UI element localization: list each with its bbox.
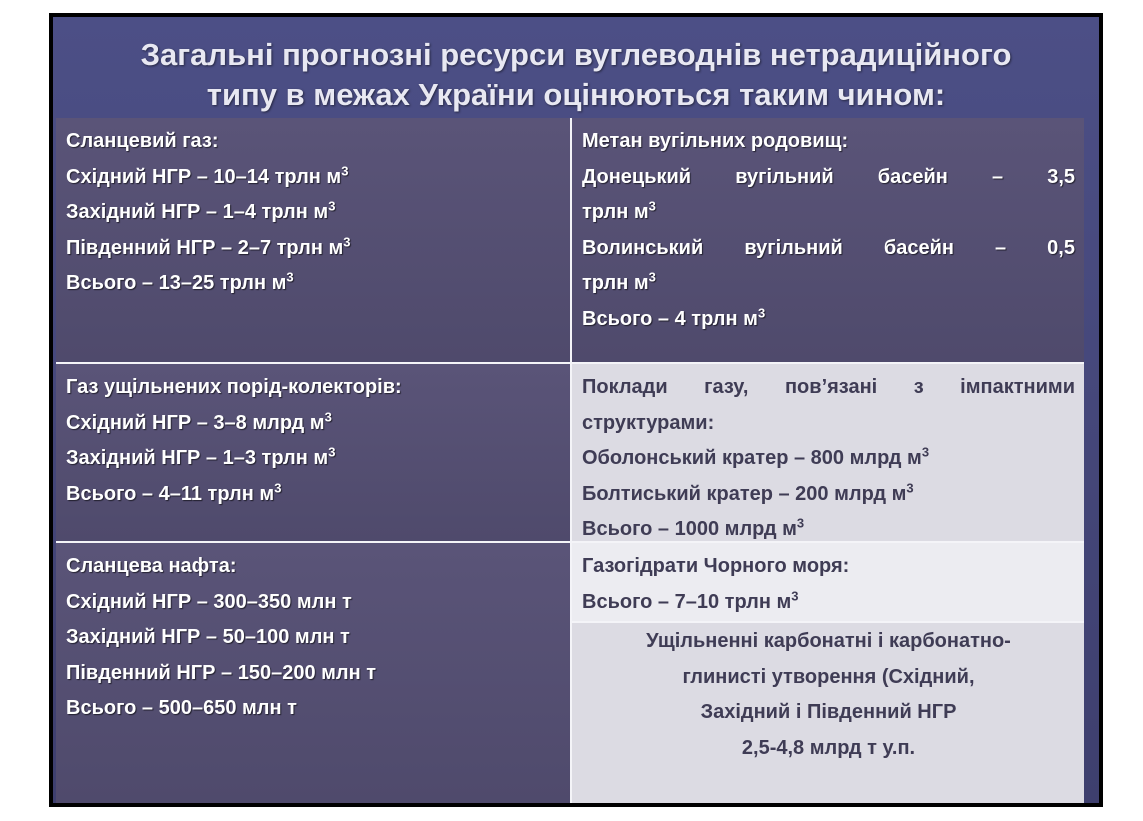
tight-gas-row: Західний НГР – 1–3 трлн $м^3$ xyxy=(66,444,336,469)
impact-total: Всього – 1000 млрд $м^3$ xyxy=(582,515,805,540)
shale-gas-heading: Сланцевий газ: xyxy=(66,130,219,152)
carbonate-line: Ущільненні карбонатні і карбонатно- xyxy=(646,630,1011,652)
shale-oil-heading: Сланцева нафта: xyxy=(66,555,237,577)
cell-tight-gas xyxy=(56,364,570,541)
resources-table xyxy=(56,118,1084,803)
tight-gas-heading: Газ ущільнених порід-колекторів: xyxy=(66,376,402,398)
title-line-2: типу в межах України оцінюються таким чином: xyxy=(206,77,946,112)
slide-title xyxy=(53,35,1099,115)
impact-row: Оболонський кратер – 800 млрд $м^3$ xyxy=(582,444,930,469)
slide-frame xyxy=(49,13,1103,807)
impact-row: Болтиський кратер – 200 млрд $м^3$ xyxy=(582,479,914,505)
cell-shale-oil xyxy=(56,543,570,803)
impact-heading-cont: структурами: xyxy=(582,411,715,434)
carbonate-line: глинисті утворення (Східний, xyxy=(682,665,975,688)
shale-gas-row: Південний НГР – 2–7 трлн $м^3$ xyxy=(66,233,351,259)
title-line-1: Загальні прогнозні ресурси вуглеводнів нетрадиційного xyxy=(140,37,1012,72)
cell-impact-structures xyxy=(572,364,1084,541)
shale-gas-row: Західний НГР – 1–4 трлн $м^3$ xyxy=(66,198,336,223)
cell-gas-hydrates xyxy=(572,543,1084,621)
shale-oil-row: Південний НГР – 150–200 млн т xyxy=(66,661,377,684)
coal-methane-heading: Метан вугільних родовищ: xyxy=(582,130,849,152)
coal-methane-donetsk: Донецький вугільний басейн – 3,5 xyxy=(582,165,1075,188)
coal-methane-donetsk-unit: трлн $м^3$ xyxy=(582,198,656,223)
coal-methane-total: Всього – 4 трлн $м^3$ xyxy=(582,304,766,330)
coal-methane-volyn-unit: трлн $м^3$ xyxy=(582,269,656,294)
shale-oil-row: Східний НГР – 300–350 млн т xyxy=(66,590,352,613)
cell-carbonate xyxy=(572,623,1084,803)
hydrates-heading: Газогідрати Чорного моря: xyxy=(582,555,850,577)
shale-gas-row: Східний НГР – 10–14 трлн $м^3$ xyxy=(66,162,349,188)
shale-oil-row: Західний НГР – 50–100 млн т xyxy=(66,626,350,648)
shale-oil-total: Всього – 500–650 млн т xyxy=(66,697,297,719)
tight-gas-total: Всього – 4–11 трлн $м^3$ xyxy=(66,479,282,505)
carbonate-line: Західний і Південний НГР xyxy=(700,701,957,723)
coal-methane-volyn: Волинський вугільний басейн – 0,5 xyxy=(582,236,1075,259)
tight-gas-row: Східний НГР – 3–8 млрд $м^3$ xyxy=(66,408,332,434)
carbonate-line: 2,5-4,8 млрд т у.п. xyxy=(741,736,916,759)
cell-shale-gas xyxy=(56,118,570,362)
hydrates-total: Всього – 7–10 трлн $м^3$ xyxy=(582,587,799,613)
cell-coal-methane xyxy=(572,118,1084,362)
impact-heading: Поклади газу, пов’язані з імпактними xyxy=(582,376,1075,398)
shale-gas-total: Всього – 13–25 трлн $м^3$ xyxy=(66,269,294,294)
